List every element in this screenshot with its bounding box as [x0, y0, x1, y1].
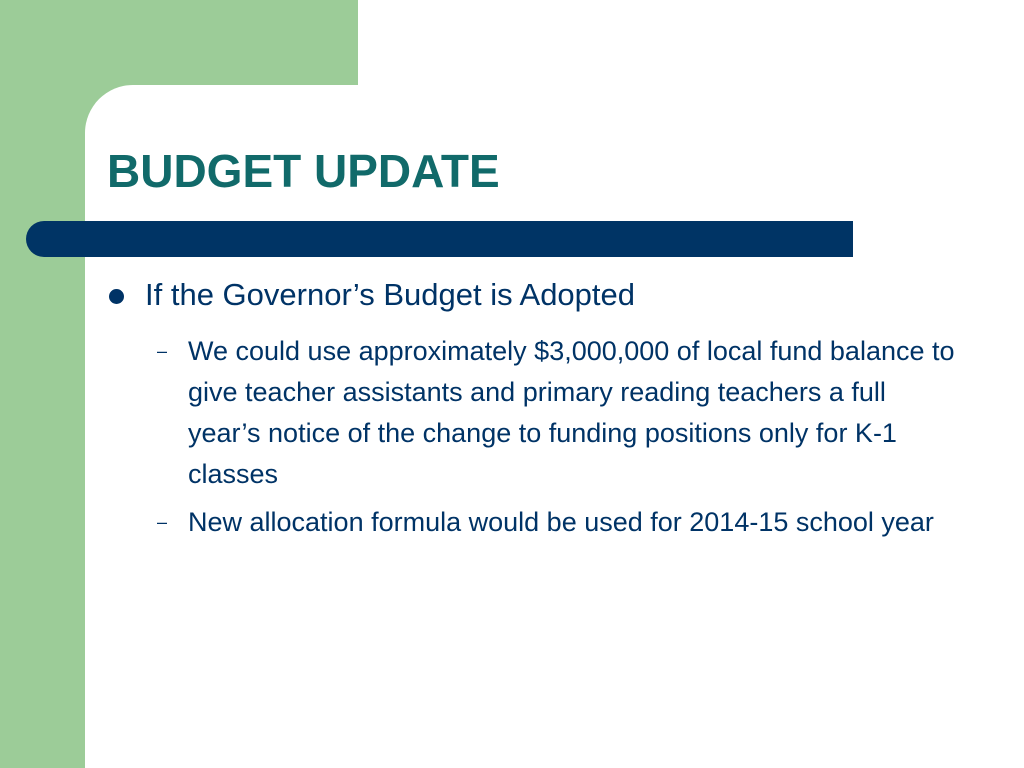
sub-bullet-item [157, 331, 957, 495]
dash-marker-icon: – [157, 512, 168, 532]
sub-bullet-item [157, 502, 957, 543]
sub-bullet-text: We could use approximately $3,000,000 of local fund balance to give teacher assistants and primary reading teachers a full year’s notice of the change to funding positions only for K-1 classes [188, 336, 955, 489]
bullet-text: If the Governor’s Budget is Adopted [145, 277, 636, 312]
bullet-dot-icon [109, 289, 124, 304]
title-underline-bar [26, 221, 853, 257]
bullet-item [107, 273, 967, 317]
sub-bullet-list [157, 331, 957, 543]
sub-bullet-text: New allocation formula would be used for 2014-15 school year [188, 507, 934, 537]
bullet-list [107, 273, 967, 550]
dash-marker-icon: – [157, 341, 168, 361]
slide-title: BUDGET UPDATE [107, 145, 500, 197]
